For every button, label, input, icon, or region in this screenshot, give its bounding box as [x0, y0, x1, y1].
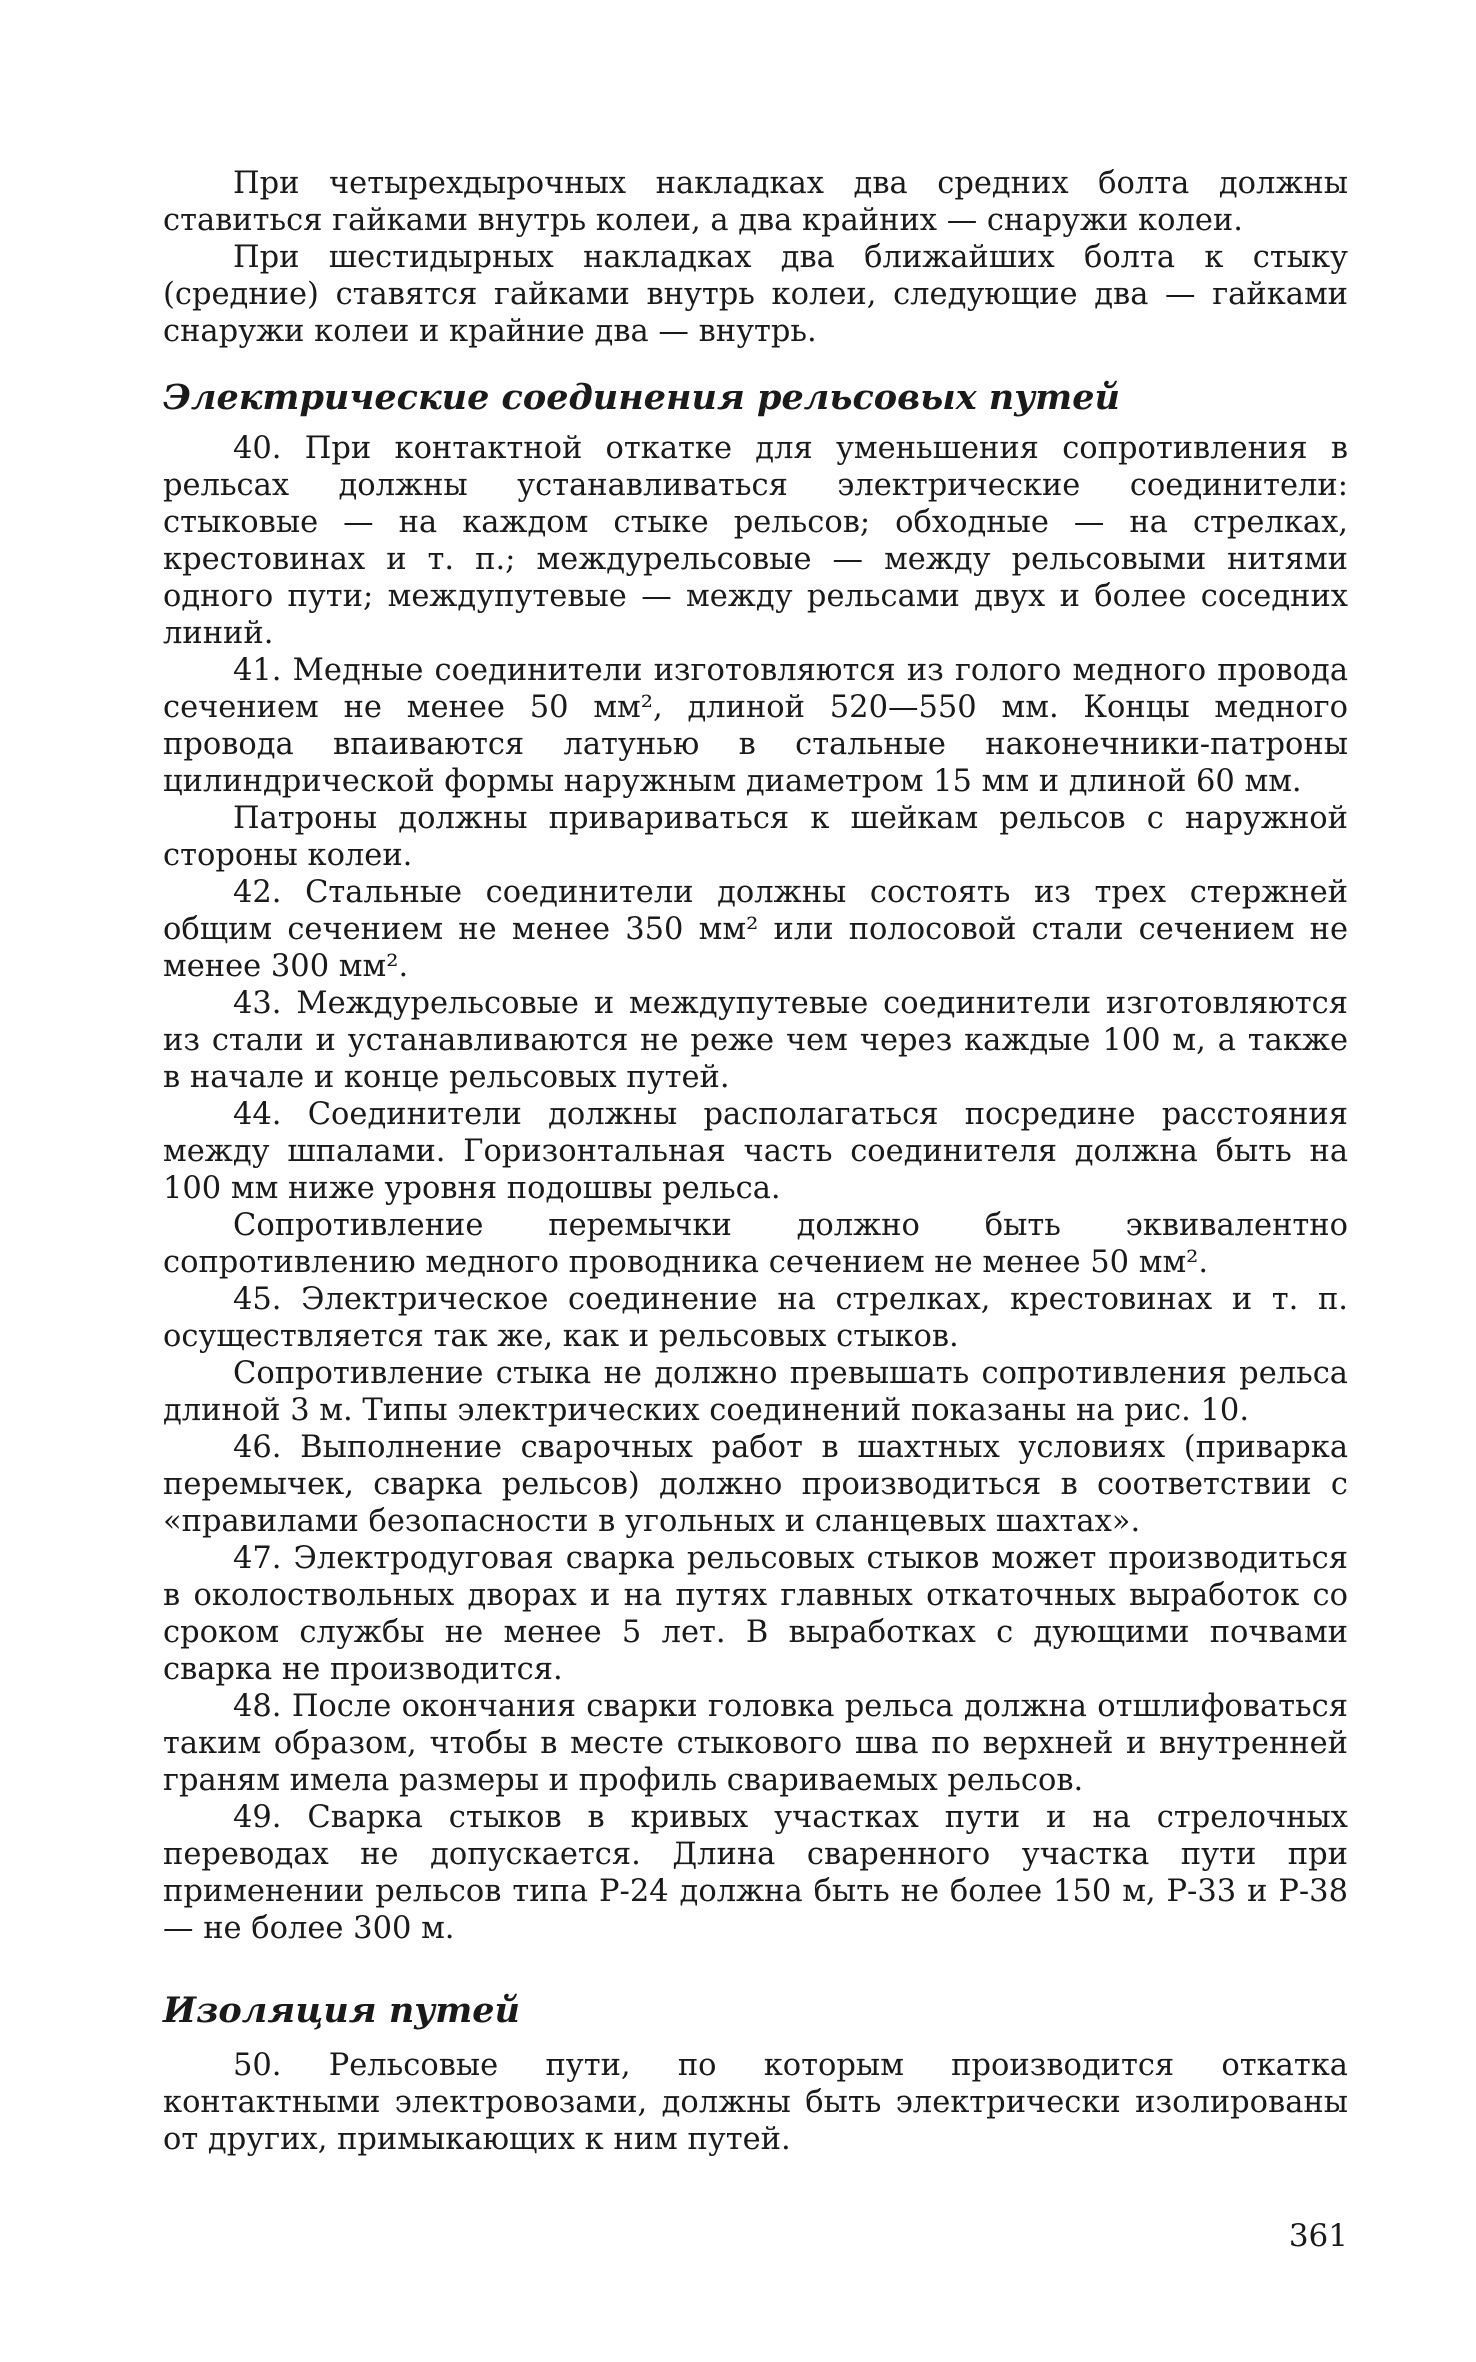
- paragraph: 41. Медные соединители изготовляются из голого медного провода сечением не менее 50 мм², длиной 520—550 мм. Концы медного провода впаиваются латунью в стальные наконечники-патроны цилиндрической формы наружным диаметром 15 мм и длиной 60 мм.: [163, 653, 1348, 799]
- paragraph: 40. При контактной откатке для уменьшения сопротивления в рельсах должны устанавливаться электрические соединители: стыковые — на каждом стыке рельсов; обходные — на стрелках, крестовинах и т. п.; междурельсовые — между рельсовыми нитями одного пути; междупутевые — между рельсами двух и более соседних линий.: [163, 431, 1348, 651]
- paragraph: 46. Выполнение сварочных работ в шахтных условиях (приварка перемычек, сварка рельсов) должно производиться в соответствии с «правилами безопасности в угольных и сланцевых шахтах».: [163, 1430, 1348, 1539]
- paragraph: 45. Электрическое соединение на стрелках, крестовинах и т. п. осуществляется так же, как и рельсовых стыков.: [163, 1282, 1348, 1354]
- page-body: [163, 165, 1348, 2158]
- section-heading-electrical-connections: Электрические соединения рельсовых путей: [163, 377, 1120, 418]
- paragraph: 49. Сварка стыков в кривых участках пути и на стрелочных переводах не допускается. Длина сваренного участка пути при применении рельсов типа Р-24 должна быть не более 150 м, Р-33 и Р-38 — не более 300 м.: [163, 1800, 1348, 1946]
- paragraph: 48. После окончания сварки головка рельса должна отшлифоваться таким образом, чтобы в месте стыкового шва по верхней и внутренней граням имела размеры и профиль свариваемых рельсов.: [163, 1689, 1348, 1798]
- page-number: 361: [1288, 2218, 1348, 2254]
- paragraph: 47. Электродуговая сварка рельсовых стыков может производиться в околоствольных дворах и на путях главных откаточных выработок со сроком службы не менее 5 лет. В выработках с дующими почвами сварка не производится.: [163, 1541, 1348, 1687]
- paragraph: При четырехдырочных накладках два средних болта должны ставиться гайками внутрь колеи, а два крайних — снаружи колеи.: [163, 166, 1348, 238]
- paragraph: Сопротивление перемычки должно быть эквивалентно сопротивлению медного проводника сечением не менее 50 мм².: [163, 1208, 1348, 1280]
- paragraph: При шестидырных накладках два ближайших болта к стыку (средние) ставятся гайками внутрь колеи, следующие два — гайками снаружи колеи и крайние два — внутрь.: [163, 240, 1348, 349]
- paragraph: Сопротивление стыка не должно превышать сопротивления рельса длиной 3 м. Типы электрических соединений показаны на рис. 10.: [163, 1356, 1348, 1428]
- paragraph: 43. Междурельсовые и междупутевые соединители изготовляются из стали и устанавливаются не реже чем через каждые 100 м, а также в начале и конце рельсовых путей.: [163, 986, 1348, 1095]
- paragraph: Патроны должны привариваться к шейкам рельсов с наружной стороны колеи.: [163, 801, 1348, 873]
- paragraph: 50. Рельсовые пути, по которым производится откатка контактными электровозами, должны быть электрически изолированы от других, примыкающих к ним путей.: [163, 2048, 1348, 2157]
- section-heading-track-insulation: Изоляция путей: [163, 1990, 520, 2031]
- paragraph: 42. Стальные соединители должны состоять из трех стержней общим сечением не менее 350 мм² или полосовой стали сечением не менее 300 мм².: [163, 875, 1348, 984]
- paragraph: 44. Соединители должны располагаться посредине расстояния между шпалами. Горизонтальная часть соединителя должна быть на 100 мм ниже уровня подошвы рельса.: [163, 1097, 1348, 1206]
